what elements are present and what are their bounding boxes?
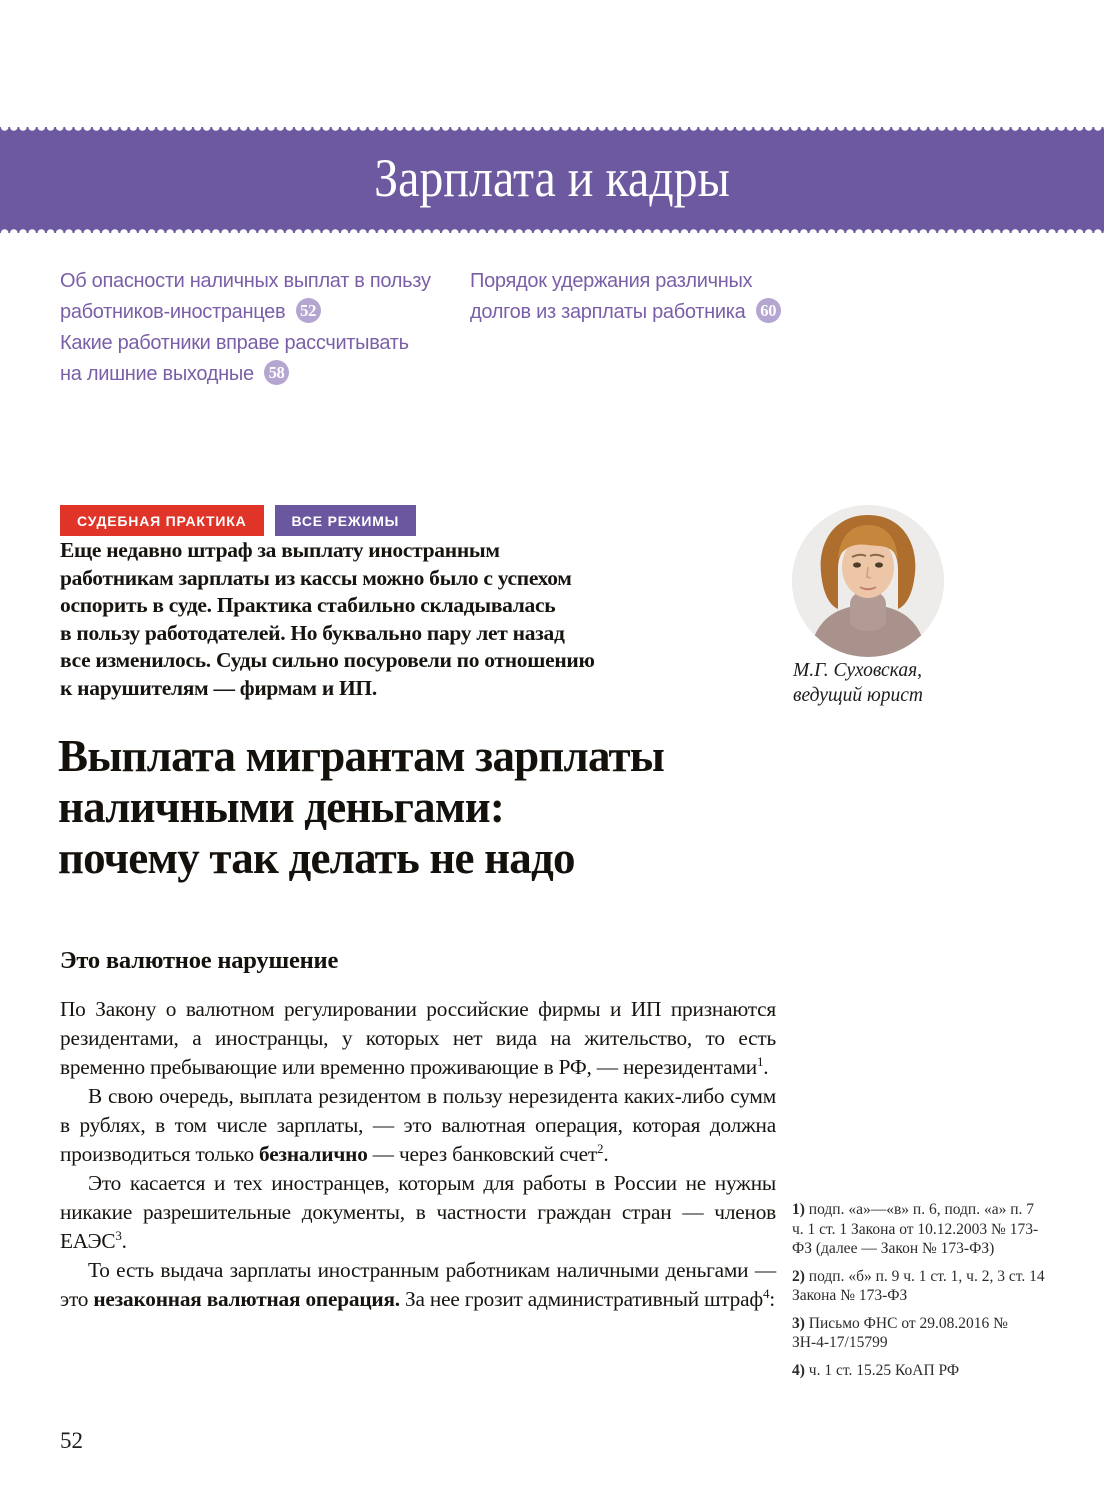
author-photo [792,505,944,657]
article-headline: Выплата мигрантам зарплаты наличными деньгами: почему так делать не надо [58,731,665,883]
toc-column-right [470,266,810,328]
body-paragraph: По Закону о валютном регулировании российские фирмы и ИП признаются резидентами, а иностранцы, у которых нет вида на жительство, то есть временно пребывающие или временно проживающие в РФ, — нерезидентами$^1$. [60,997,776,1079]
rubric-badges [60,505,416,536]
rubric-badge: СУДЕБНАЯ ПРАКТИКА [60,505,264,536]
toc-page-badge: 58 [264,360,289,385]
author-name: М.Г. Суховская, [793,660,923,681]
toc-page-badge: 52 [296,298,321,323]
article-body [60,995,776,1314]
author-caption [793,659,1053,708]
footnote: 4) ч. 1 ст. 15.25 КоАП РФ [792,1361,960,1379]
footnote: 1) подп. «а»—«в» п. 6, подп. «а» п. 7 ч. 1 ст. 1 Закона от 10.12.2003 № 173-ФЗ (далее — Закон № 173-ФЗ) [792,1201,1039,1257]
footnotes-sidebar [792,1200,1046,1388]
toc-item[interactable] [60,328,432,390]
toc-item-label: Какие работники вправе рассчитывать на лишние выходные [60,332,409,385]
footnote: 2) подп. «б» п. 9 ч. 1 ст. 1, ч. 2, 3 ст. 14 Закона № 173-ФЗ [792,1267,1045,1304]
section-banner-title: Зарплата и кадры [374,149,730,209]
rubric-badge: ВСЕ РЕЖИМЫ [275,505,417,536]
toc-item-label: Об опасности наличных выплат в пользу работников-иностранцев [60,270,431,323]
footnote: 3) Письмо ФНС от 29.08.2016 № ЗН-4-17/15799 [792,1314,1008,1351]
toc-column-left [60,266,432,390]
body-paragraph: Это касается и тех иностранцев, которым для работы в России не нужны никакие разрешительные документы, в частности граждан стран — членов ЕАЭС$^3$. [60,1171,776,1253]
author-role: ведущий юрист [793,684,923,706]
toc-item-label: Порядок удержания различных долгов из зарплаты работника [470,270,753,323]
author-portrait-illustration [792,505,944,657]
article-lede: Еще недавно штраф за выплату иностранным работникам зарплаты из кассы можно было с успехом оспорить в суде. Практика стабильно складывалась в пользу работодателей. Но буквально пару лет назад все изменилось. Суды сильно посуровели по отношению к нарушителям — фирмам и ИП. [60,538,595,700]
body-paragraph: В свою очередь, выплата резидентом в пользу нерезидента каких-либо сумм в рублях, в том числе зарплаты, — это валютная операция, которая должна производиться только безналично — через банковский счет$^2$. [60,1084,776,1166]
toc-item[interactable] [60,266,432,328]
body-paragraph: То есть выдача зарплаты иностранным работникам наличными деньгами — это незаконная валютная операция. За нее грозит административный штраф$^4$: [60,1258,776,1311]
toc-item[interactable] [470,266,810,328]
page-number: 52 [60,1428,83,1453]
section-banner [0,127,1104,233]
section-heading: Это валютное нарушение [60,947,339,974]
toc-page-badge: 60 [756,298,781,323]
